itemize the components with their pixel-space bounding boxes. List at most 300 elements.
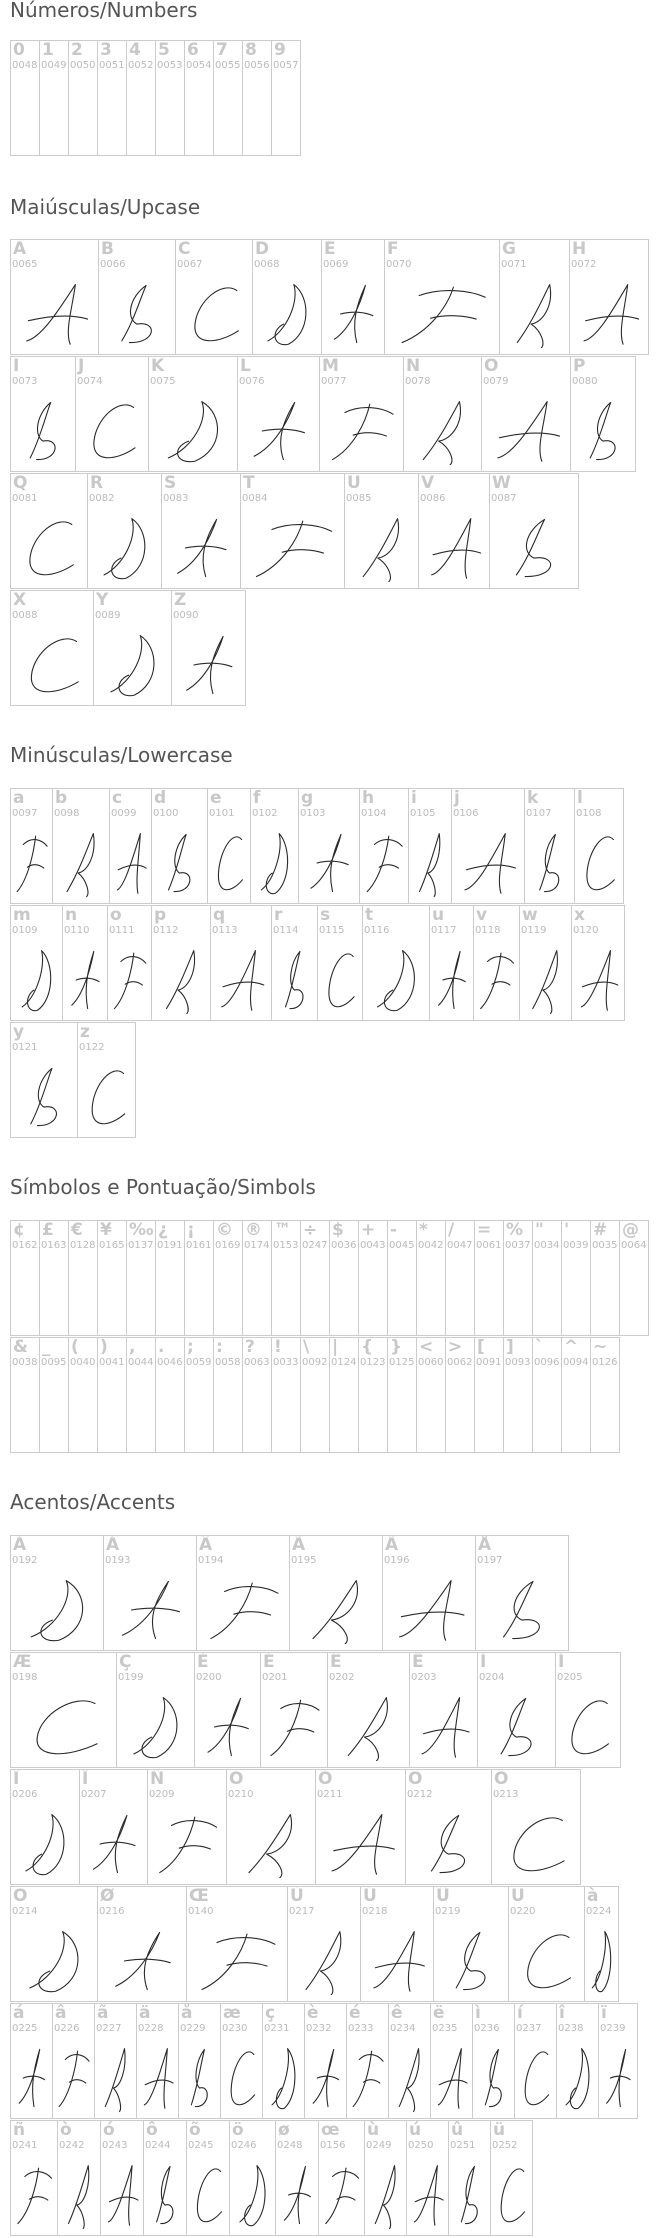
glyph-cell	[10, 1220, 40, 1336]
glyph-cell	[10, 1535, 104, 1651]
glyph-sample-stroke	[122, 1581, 179, 1638]
glyph-sample-stroke	[116, 1932, 171, 1989]
glyph-code: 0081	[12, 493, 38, 504]
glyph-sample	[80, 1802, 147, 1885]
glyph-sample-stroke	[584, 285, 639, 345]
glyph-cell	[271, 1220, 301, 1336]
glyph-char: ]	[506, 1337, 514, 1357]
glyph-code: 0251	[450, 2140, 476, 2151]
glyph-cell	[275, 2120, 319, 2236]
glyph-char: /	[448, 1220, 455, 1240]
glyph-code: 0198	[12, 1672, 38, 1683]
glyph-code: 0082	[89, 493, 115, 504]
glyph-code: 0090	[173, 610, 199, 621]
glyph-char: g	[301, 788, 314, 808]
glyph-cell	[406, 2120, 449, 2236]
glyph-char: €	[71, 1220, 83, 1240]
glyph-cell	[382, 1535, 476, 1651]
glyph-code: 0118	[475, 925, 501, 936]
glyph-cell	[10, 1769, 80, 1885]
glyph-sample	[11, 272, 98, 355]
glyph-sample-stroke	[592, 1932, 610, 1992]
glyph-char: n	[65, 905, 78, 925]
glyph-sample-stroke	[59, 2051, 89, 2106]
glyph-char: Ì	[480, 1652, 487, 1672]
glyph-char: ®	[245, 1220, 262, 1240]
glyph-code: 0242	[59, 2140, 85, 2151]
glyph-sample-stroke	[30, 522, 73, 575]
glyph-sample	[272, 938, 317, 1021]
glyph-sample-stroke	[439, 951, 466, 1008]
glyph-code: 0218	[362, 1906, 388, 1917]
glyph-cell	[574, 788, 624, 904]
glyph-sample	[404, 389, 481, 472]
glyph-code: 0169	[215, 1240, 241, 1251]
glyph-code: 0210	[228, 1789, 254, 1800]
glyph-char: C	[178, 239, 191, 259]
glyph-code: 0250	[408, 2140, 434, 2151]
glyph-sample	[11, 506, 87, 589]
glyph-cell	[619, 1220, 649, 1336]
glyph-char: £	[42, 1220, 54, 1240]
glyph-char: &	[13, 1337, 28, 1357]
glyph-sample	[385, 272, 499, 355]
glyph-code: 0106	[453, 808, 479, 819]
accents-section-title: Acentos/Accents	[10, 1490, 176, 1514]
glyph-code: 0206	[12, 1789, 38, 1800]
glyph-char: %	[506, 1220, 524, 1240]
glyph-cell	[242, 1337, 272, 1453]
glyph-char: ô	[146, 2120, 158, 2140]
glyph-cell	[271, 1337, 301, 1453]
glyph-code: 0204	[479, 1672, 505, 1683]
glyph-char: ö	[232, 2120, 244, 2140]
glyph-cell	[327, 1652, 410, 1768]
glyph-code: 0207	[81, 1789, 107, 1800]
glyph-char: E	[324, 239, 336, 259]
glyph-cell	[161, 473, 241, 589]
glyph-cell	[317, 905, 363, 1021]
symbols-row	[10, 1220, 649, 1336]
glyph-code: 0248	[277, 2140, 303, 2151]
glyph-cell	[490, 2120, 533, 2236]
glyph-char: ;	[187, 1337, 194, 1357]
glyph-cell	[287, 1886, 361, 2002]
glyph-cell	[499, 239, 570, 355]
glyph-code: 0247	[302, 1240, 328, 1251]
glyph-char: ú	[409, 2120, 422, 2140]
upcase-row	[10, 590, 246, 706]
glyph-sample	[99, 272, 175, 355]
glyph-code: 0096	[534, 1357, 560, 1368]
glyph-cell	[93, 590, 172, 706]
glyph-sample	[276, 2153, 318, 2236]
glyph-code: 0040	[70, 1357, 96, 1368]
glyph-cell	[184, 1220, 214, 1336]
glyph-char: R	[90, 473, 104, 493]
glyph-char: I	[13, 356, 20, 376]
glyph-sample-stroke	[572, 1701, 609, 1754]
glyph-sample-stroke	[402, 287, 485, 342]
glyph-cell	[109, 788, 152, 904]
glyph-sample-stroke	[501, 2169, 524, 2222]
glyph-char: @	[622, 1220, 639, 1240]
accents-row	[10, 1535, 569, 1651]
glyph-cell	[126, 1337, 156, 1453]
glyph-sample	[11, 389, 75, 472]
glyph-cell	[289, 1535, 383, 1651]
glyph-code: 0033	[273, 1357, 299, 1368]
glyph-char: å	[181, 2003, 193, 2023]
lowercase-row	[10, 1022, 136, 1138]
glyph-char: e	[210, 788, 222, 808]
glyph-code: 0102	[252, 808, 278, 819]
glyph-char: Ò	[229, 1769, 244, 1789]
glyph-char: ü	[493, 2120, 506, 2140]
glyph-code: 0075	[150, 376, 176, 387]
glyph-code: 0230	[222, 2023, 248, 2034]
glyph-sample-stroke	[261, 834, 287, 894]
glyph-sample	[389, 2036, 430, 2119]
glyph-code: 0110	[64, 925, 90, 936]
glyph-cell	[94, 2003, 137, 2119]
glyph-sample-stroke	[104, 519, 145, 579]
glyph-code: 0137	[128, 1240, 154, 1251]
glyph-cell	[329, 1337, 359, 1453]
glyph-cell	[260, 1652, 328, 1768]
glyph-code: 0043	[360, 1240, 386, 1251]
glyph-code: 0049	[41, 60, 67, 71]
glyph-cell	[155, 1337, 185, 1453]
glyph-cell	[598, 2003, 638, 2119]
glyph-sample	[11, 1919, 97, 2002]
glyph-char: `	[535, 1337, 544, 1357]
glyph-sample-stroke	[363, 519, 398, 582]
glyph-char: ç	[265, 2003, 276, 2023]
glyph-code: 0199	[118, 1672, 144, 1683]
glyph-cell	[10, 1652, 117, 1768]
glyph-sample-stroke	[348, 1698, 387, 1761]
glyph-cell	[98, 239, 176, 355]
glyph-sample	[476, 1568, 568, 1651]
glyph-cell	[416, 1337, 446, 1453]
glyph-sample	[176, 272, 252, 355]
glyph-code: 0241	[12, 2140, 38, 2151]
glyph-cell	[474, 1220, 504, 1336]
glyph-sample	[500, 272, 569, 355]
glyph-cell	[147, 1769, 227, 1885]
glyph-sample	[11, 1055, 77, 1138]
glyph-sample-stroke	[17, 836, 47, 891]
glyph-char: q	[213, 905, 226, 925]
glyph-sample	[172, 623, 245, 706]
glyph-code: 0156	[320, 2140, 346, 2151]
glyph-sample	[361, 1919, 433, 2002]
glyph-code: 0214	[12, 1906, 38, 1917]
accents-row	[10, 2120, 533, 2236]
glyph-char: æ	[223, 2003, 241, 2023]
glyph-code: 0080	[572, 376, 598, 387]
glyph-sample	[525, 821, 574, 904]
glyph-cell	[151, 788, 208, 904]
glyph-cell	[503, 1220, 533, 1336]
glyph-cell	[569, 239, 649, 355]
glyph-code: 0098	[54, 808, 80, 819]
glyph-char: _	[42, 1337, 51, 1357]
glyph-sample	[509, 1919, 584, 2002]
glyph-code: 0197	[477, 1555, 503, 1566]
glyph-char: î	[559, 2003, 565, 2023]
glyph-cell	[387, 1220, 417, 1336]
glyph-char: É	[263, 1652, 275, 1672]
glyph-code: 0050	[70, 60, 96, 71]
glyph-cell	[77, 1022, 136, 1138]
glyph-sample-stroke	[31, 1581, 82, 1641]
glyph-cell	[210, 905, 272, 1021]
glyph-sample	[556, 1685, 620, 1768]
glyph-char: A	[13, 239, 27, 259]
glyph-char: x	[574, 905, 585, 925]
glyph-sample	[238, 389, 319, 472]
glyph-code: 0109	[12, 925, 38, 936]
glyph-sample	[585, 1919, 618, 2002]
glyph-code: 0092	[302, 1357, 328, 1368]
glyph-char: í	[517, 2003, 523, 2023]
glyph-cell	[10, 788, 53, 904]
glyph-code: 0163	[41, 1240, 67, 1251]
glyph-sample	[208, 821, 250, 904]
glyph-code: 0062	[447, 1357, 473, 1368]
glyph-code: 0227	[96, 2023, 122, 2034]
glyph-char: k	[527, 788, 539, 808]
glyph-sample-stroke	[517, 285, 550, 348]
glyph-char: ã	[97, 2003, 109, 2023]
glyph-char: .	[158, 1337, 165, 1357]
glyph-char: \	[303, 1337, 310, 1357]
glyph-char: W	[492, 473, 511, 493]
glyph-cell	[10, 239, 99, 355]
glyph-cell	[10, 2120, 58, 2236]
glyph-code: 0084	[242, 493, 268, 504]
glyph-code: 0108	[576, 808, 602, 819]
glyph-sample-stroke	[313, 1581, 357, 1644]
glyph-cell	[226, 1769, 316, 1885]
glyph-char: ÷	[303, 1220, 318, 1240]
glyph-char: S	[164, 473, 177, 493]
glyph-sample-stroke	[202, 1934, 275, 1989]
glyph-cell	[97, 1220, 127, 1336]
glyph-code: 0073	[12, 376, 38, 387]
glyph-cell	[555, 1652, 621, 1768]
glyph-sample-stroke	[272, 2049, 295, 2109]
glyph-cell	[556, 2003, 599, 2119]
glyph-char: Ï	[82, 1769, 89, 1789]
glyph-sample-stroke	[72, 951, 99, 1008]
glyph-sample-stroke	[375, 2166, 395, 2229]
glyph-cell	[329, 1220, 359, 1336]
glyph-char: Ø	[100, 1886, 115, 1906]
glyph-cell	[148, 356, 238, 472]
glyph-cell	[561, 1220, 591, 1336]
glyph-cell	[68, 40, 98, 156]
glyph-sample-stroke	[313, 2049, 338, 2106]
glyph-sample-stroke	[105, 2049, 125, 2112]
glyph-sample	[144, 2153, 186, 2236]
symbols-section-title: Símbolos e Pontuação/Simbols	[10, 1175, 316, 1199]
glyph-sample	[492, 1802, 580, 1885]
glyph-char: ê	[391, 2003, 403, 2023]
glyph-char: H	[572, 239, 587, 259]
glyph-char: Ü	[511, 1886, 525, 1906]
glyph-sample	[253, 272, 321, 355]
glyph-code: 0235	[432, 2023, 458, 2034]
glyph-sample-stroke	[311, 834, 348, 891]
lowercase-row	[10, 788, 624, 904]
glyph-char: ò	[60, 2120, 72, 2140]
glyph-cell	[242, 1220, 272, 1336]
glyph-cell	[474, 1337, 504, 1453]
glyph-sample-stroke	[195, 288, 238, 341]
glyph-sample-stroke	[37, 1701, 97, 1754]
glyph-cell	[52, 788, 110, 904]
glyph-sample-stroke	[456, 1932, 485, 1989]
glyph-sample	[410, 1685, 477, 1768]
glyph-code: 0125	[389, 1357, 415, 1368]
glyph-cell	[186, 2120, 230, 2236]
glyph-sample-stroke	[329, 954, 354, 1007]
glyph-code: 0192	[12, 1555, 38, 1566]
glyph-sample	[363, 938, 429, 1021]
glyph-sample	[95, 2036, 136, 2119]
glyph-cell	[116, 1652, 195, 1768]
glyph-cell	[584, 1886, 619, 2002]
accents-row	[10, 1886, 619, 2002]
glyph-char: j	[454, 788, 460, 808]
glyph-cell	[532, 1220, 562, 1336]
glyph-cell	[178, 2003, 221, 2119]
glyph-cell	[489, 473, 579, 589]
glyph-sample-stroke	[109, 2166, 138, 2226]
glyph-cell	[362, 905, 430, 1021]
glyph-char: Ú	[363, 1886, 377, 1906]
glyph-char: á	[13, 2003, 25, 2023]
glyph-cell	[451, 788, 525, 904]
glyph-code: 0052	[128, 60, 154, 71]
glyph-char: Ç	[119, 1652, 132, 1672]
glyph-sample	[490, 506, 578, 589]
glyph-char: p	[154, 905, 167, 925]
glyph-cell	[409, 1652, 478, 1768]
glyph-sample	[137, 2036, 178, 2119]
glyph-sample	[11, 1802, 79, 1885]
glyph-code: 0237	[516, 2023, 542, 2034]
glyph-cell	[97, 1886, 187, 2002]
glyph-cell	[358, 1337, 388, 1453]
glyph-cell	[360, 1886, 434, 2002]
glyph-code: 0193	[105, 1555, 131, 1566]
glyph-cell	[10, 1886, 98, 2002]
glyph-cell	[184, 1337, 214, 1453]
glyph-char: é	[349, 2003, 361, 2023]
glyph-sample	[449, 2153, 490, 2236]
glyph-cell	[503, 1337, 533, 1453]
glyph-sample-stroke	[22, 951, 50, 1011]
glyph-char: v	[476, 905, 488, 925]
glyph-char: Í	[558, 1652, 565, 1672]
glyph-char: 5	[158, 40, 170, 60]
glyph-sample	[58, 2153, 100, 2236]
glyph-code: 0071	[501, 259, 527, 270]
glyph-cell	[213, 1220, 243, 1336]
glyph-cell	[448, 2120, 491, 2236]
glyph-cell	[321, 239, 385, 355]
glyph-sample	[430, 938, 473, 1021]
glyph-char: l	[577, 788, 583, 808]
glyph-code: 0233	[348, 2023, 374, 2034]
glyph-sample-stroke	[144, 2049, 173, 2109]
glyph-cell	[491, 1769, 581, 1885]
glyph-sample	[431, 2036, 472, 2119]
glyph-cell	[298, 788, 360, 904]
glyph-char: Õ	[494, 1769, 509, 1789]
glyph-char: )	[100, 1337, 108, 1357]
accents-row	[10, 2003, 638, 2119]
glyph-sample-stroke	[27, 285, 88, 345]
glyph-code: 0121	[12, 1042, 38, 1053]
glyph-char: À	[13, 1535, 27, 1555]
glyph-char: *	[419, 1220, 428, 1240]
glyph-char: }	[390, 1337, 403, 1357]
glyph-char: m	[13, 905, 31, 925]
glyph-char: X	[13, 590, 27, 610]
glyph-code: 0200	[196, 1672, 222, 1683]
glyph-code: 0234	[390, 2023, 416, 2034]
glyph-sample	[319, 2153, 364, 2236]
glyph-cell	[508, 1886, 585, 2002]
glyph-char: Œ	[189, 1886, 209, 1906]
glyph-cell	[475, 1535, 569, 1651]
glyph-code: 0041	[99, 1357, 125, 1368]
glyph-sample	[11, 1568, 103, 1651]
glyph-code: 0122	[79, 1042, 105, 1053]
glyph-char: Ê	[330, 1652, 342, 1672]
glyph-char: ø	[278, 2120, 290, 2140]
glyph-cell	[384, 239, 500, 355]
glyph-code: 0070	[386, 259, 412, 270]
glyph-sample	[211, 938, 271, 1021]
glyph-char: o	[110, 905, 122, 925]
glyph-code: 0036	[331, 1240, 357, 1251]
glyph-sample-stroke	[31, 1068, 57, 1125]
glyph-sample	[179, 2036, 220, 2119]
glyph-sample-stroke	[432, 519, 481, 579]
glyph-char: ~	[593, 1337, 608, 1357]
glyph-cell	[405, 1769, 492, 1885]
glyph-code: 0056	[244, 60, 270, 71]
glyph-char: Q	[13, 473, 28, 493]
glyph-char: Ö	[13, 1886, 28, 1906]
glyph-code: 0224	[586, 1906, 612, 1917]
glyph-sample-stroke	[167, 951, 195, 1014]
glyph-code: 0216	[99, 1906, 125, 1917]
symbols-row	[10, 1337, 620, 1453]
glyph-sample-stroke	[461, 2166, 477, 2223]
glyph-char: ë	[433, 2003, 445, 2023]
glyph-char: à	[587, 1886, 599, 1906]
glyph-cell	[171, 590, 246, 706]
glyph-char: F	[387, 239, 399, 259]
glyph-sample	[345, 506, 418, 589]
